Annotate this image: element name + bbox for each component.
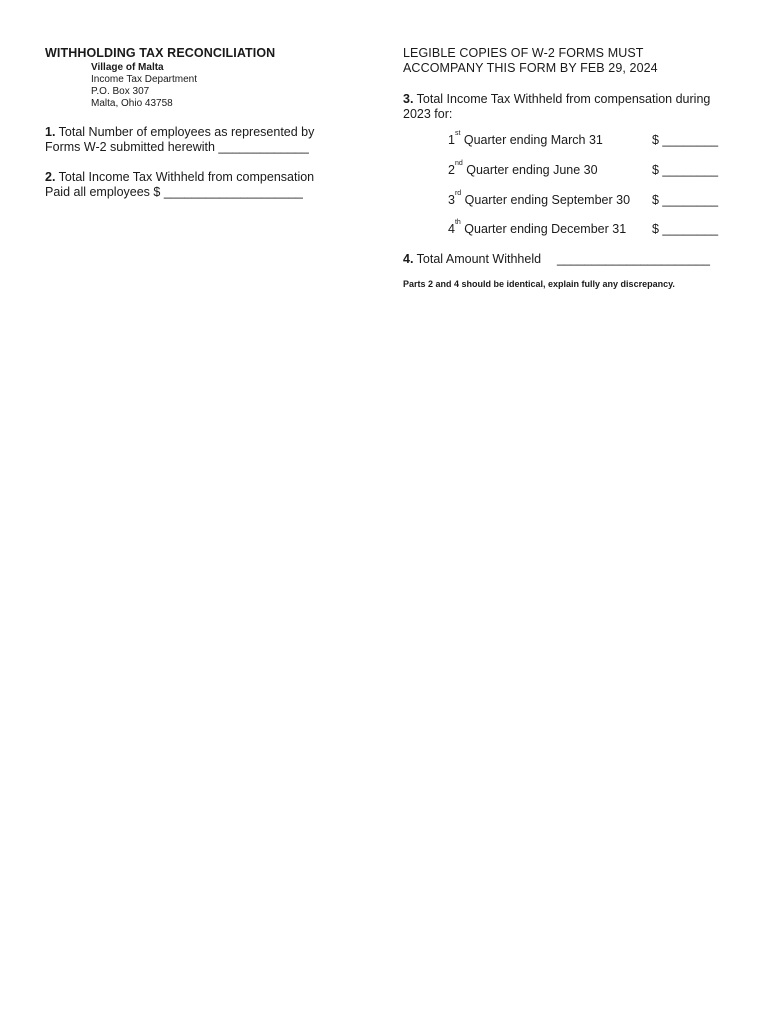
item-4-number: 4. [403, 252, 414, 266]
org-name: Village of Malta [91, 62, 164, 73]
item-2-line2[interactable]: Paid all employees $ ____________________ [45, 185, 303, 199]
item-2 [45, 170, 314, 200]
quarter-4-label: 4th Quarter ending December 31 [448, 219, 627, 236]
item-4-label: Total Amount Withheld [413, 252, 542, 266]
item-1-line2[interactable]: Forms W-2 submitted herewith _____________ [45, 140, 309, 154]
quarter-2-amount[interactable]: $ ________ [652, 163, 719, 177]
item-1 [45, 125, 314, 155]
quarter-4-amount[interactable]: $ ________ [652, 222, 719, 236]
notice-line2: ACCOMPANY THIS FORM BY FEB 29, 2024 [403, 61, 658, 75]
item-4 [403, 252, 541, 267]
item-3-line2: 2023 for: [403, 107, 453, 121]
item-3-line1 [403, 92, 710, 107]
org-po-box: P.O. Box 307 [91, 86, 150, 97]
notice-line1: LEGIBLE COPIES OF W-2 FORMS MUST [403, 46, 644, 60]
item-2-line1 [45, 170, 314, 185]
org-department: Income Tax Department [91, 74, 197, 85]
item-1-number: 1. [45, 125, 56, 139]
item-1-text: Total Number of employees as represented by [55, 125, 315, 139]
form-title: WITHHOLDING TAX RECONCILIATION [45, 46, 276, 60]
item-1-line1 [45, 125, 314, 140]
quarter-2-label: 2nd Quarter ending June 30 [448, 160, 598, 177]
quarter-3-label: 3rd Quarter ending September 30 [448, 190, 631, 207]
item-3-number: 3. [403, 92, 414, 106]
org-city: Malta, Ohio 43758 [91, 98, 173, 109]
item-3-text: Total Income Tax Withheld from compensation during [413, 92, 711, 106]
quarter-1-label: 1st Quarter ending March 31 [448, 130, 603, 147]
item-3 [403, 92, 710, 122]
item-2-text: Total Income Tax Withheld from compensation [55, 170, 315, 184]
item-2-number: 2. [45, 170, 56, 184]
footnote: Parts 2 and 4 should be identical, explain fully any discrepancy. [403, 279, 675, 289]
notice [403, 46, 658, 76]
quarter-1-amount[interactable]: $ ________ [652, 133, 719, 147]
item-4-blank[interactable]: ______________________ [557, 252, 710, 266]
quarter-3-amount[interactable]: $ ________ [652, 193, 719, 207]
